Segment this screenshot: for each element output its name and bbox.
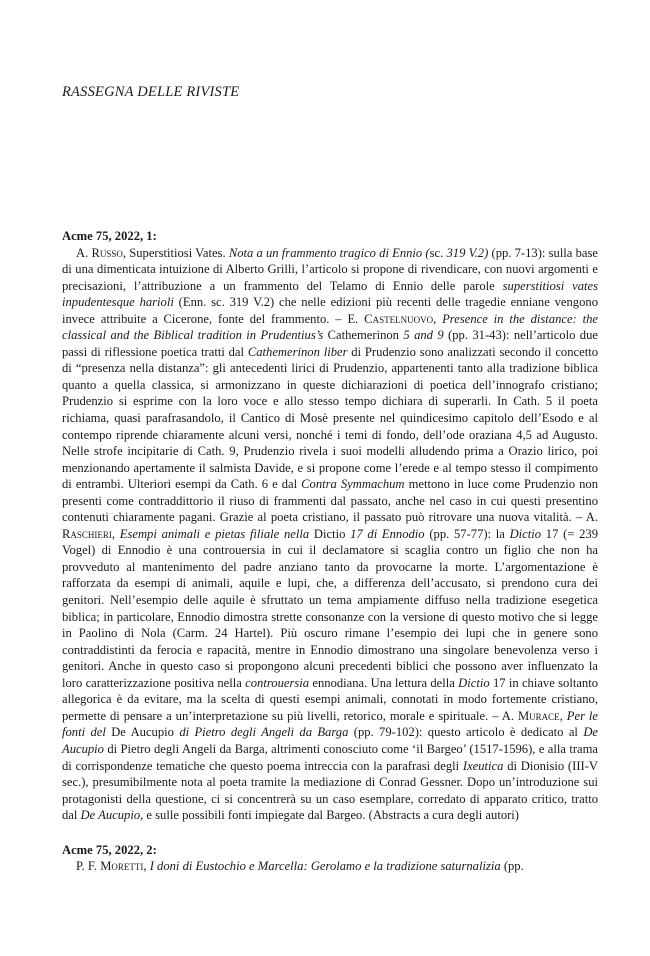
- section-paragraph: [62, 245, 598, 824]
- italic-text: Ixeutica: [462, 758, 504, 773]
- author-name: Moretti: [100, 859, 144, 874]
- text-run: 17 (= 239 Vogel) di Ennodio è una controuersia in cui il declamatore si scaglia contro un figlio che non ha provveduto al mantenimento del padre anziano tanto da provocarne la morte. L’argomentazione è rafforzata da esempi di animali, aquile e lupi, che, a differenza dell’accusato, si prendono cura dei genitori. Nell’esempio delle aquile è sfruttato un tema ampiamente diffuso nella tradizione esegetica biblica; in particolare, Ennodio dimostra strette consonanze con la versione di questo motivo che si legge in Paolino di Nola (Carm. 24 Hartel). Più oscuro rimane l’esempio dei lupi che in genere sono contraddistinti da ferocia e rapacità, mentre in Ennodio dimostrano una singolare benevolenza verso i genitori. Anche in questo caso si propongono alcuni precedenti biblici che possono aver influenzato la loro caratterizzazione positiva nella: [62, 526, 598, 690]
- italic-text: superstitiosi vates inpudentesque harioli: [62, 278, 598, 310]
- text-run: ennodiana. Una lettura della: [309, 675, 459, 690]
- text-run: A.: [76, 245, 92, 260]
- italic-text: Esempi animali e pietas filiale nella: [119, 526, 310, 541]
- italic-text: Dictio: [509, 526, 542, 541]
- author-name: Murace: [517, 708, 560, 723]
- italic-text: Dictio: [458, 675, 490, 690]
- italic-text: Per le fonti del: [62, 708, 598, 740]
- article-body: [62, 228, 598, 875]
- italic-text: Cathemerinon liber: [247, 344, 348, 359]
- author-name: Castelnuovo: [364, 311, 434, 326]
- italic-text: controuersia: [245, 675, 310, 690]
- text-run: di Dionisio (III-V sec.), presumibilmente nota al poeta tramite la mediazione di Conrad Gessner. Dopo un’introduzione sui protagonisti della questione, ci si concentrerà su un caso esemplare, corredato di apparato critico, tratto dal: [62, 758, 598, 823]
- text-run: ,: [433, 311, 443, 326]
- text-run: sc.: [429, 245, 447, 260]
- text-run: (Enn. sc. 319 V.2) che nelle edizioni più recenti delle tragedie enniane vengono invece attribuite a Cicerone, fonte del frammento. – E.: [62, 295, 598, 326]
- section-paragraph: [62, 858, 598, 875]
- text-run: ,: [143, 859, 150, 874]
- italic-text: I doni di Eustochio e Marcella: Gerolamo e la tradizione saturnalizia: [149, 859, 501, 874]
- italic-text: Presence in the distance: the classical and the Biblical tradition in Prudentius’s: [62, 311, 599, 343]
- text-run: , e sulle possibili fonti impiegate dal Bargeo. (Abstracts a cura degli autori): [140, 808, 520, 823]
- italic-text: di Pietro degli Angeli da Barga: [179, 725, 349, 740]
- italic-text: De Aucupio: [62, 725, 598, 756]
- text-run: di Prudenzio sono analizzati secondo il concetto di “presenza nella distanza”: gli antecedenti lirici di Prudenzio, appartenenti tanto alla tradizione biblica quanto a quella classica, si armonizzano in queste dichiarazioni di poetica dell’innografo cristiano; Prudenzio si esprime con la loro voce e allo stesso tempo dichiara di superarli. In Cath. 5 il poeta richiama, quasi parafrasandolo, il Cantico di Mosè presente nel quindicesimo capitolo dell’Esodo e al contempo riprende chiaramente alcuni versi, nonché i temi di fondo, dell’ode oraziana 4,5 ad Augusto. Nelle strofe incipitarie di Cath. 9, Prudenzio rivela i suoi modelli alludendo prima a Orazio lirico, poi menzionando apertamente il salmista Davide, e si propone come l’erede e al tempo stesso il compimento di entrambi. Ulteriori esempi da Cath. 6 e dal: [62, 344, 598, 492]
- text-run: Cathemerinon: [323, 328, 404, 343]
- text-run: (pp. 57-77): la: [424, 526, 510, 541]
- text-run: (pp.: [500, 859, 524, 874]
- author-name: Russo: [91, 245, 123, 260]
- italic-text: De Aucupio: [80, 808, 141, 823]
- text-run: P. F.: [76, 859, 101, 874]
- italic-text: 17 di Ennodio: [350, 526, 425, 541]
- italic-text: Contra Symmachum: [301, 477, 405, 492]
- text-run: (pp. 31-43): nell’articolo due passi di riflessione poetica tratti dal: [62, 328, 598, 359]
- text-run: (pp. 79-102): questo articolo è dedicato al: [348, 725, 584, 740]
- italic-text: 319 V.2): [446, 245, 489, 260]
- text-run: ,: [111, 526, 120, 541]
- italic-text: 5 and 9: [403, 328, 444, 343]
- section-heading: Acme 75, 2022, 1:: [62, 229, 157, 243]
- section-heading: Acme 75, 2022, 2:: [62, 842, 157, 857]
- running-header: RASSEGNA DELLE RIVISTE: [62, 84, 240, 100]
- author-name: Raschieri: [62, 526, 112, 541]
- text-run: mettono in luce come Prudenzio non presenti come contraddittorio il riuso di frammenti dal passato, anche nel caso in cui questi presentino contenuti chiaramente pagani. Grazie al poeta cristiano, il passato può ritrovare una nuova vitalità. – A.: [62, 477, 599, 525]
- text-run: (pp. 7-13): sulla base di una dimenticata intuizione di Alberto Grilli, l’articolo si propone di rivendicare, con nuovi argomenti e precisazioni, l’attribuzione a un frammento del Telamo di Ennio delle parole: [62, 245, 598, 293]
- text-run: De Aucupio: [105, 725, 180, 740]
- text-run: Dictio: [309, 526, 351, 541]
- text-run: di Pietro degli Angeli da Barga, altrimenti conosciuto come ‘il Bargeo’ (1517-1596), e alla trama di corrispondenze tematiche che questo poema intreccia con la parafrasi degli: [62, 741, 598, 773]
- text-run: , Superstitiosi Vates.: [122, 245, 229, 260]
- section-acme-2: [62, 842, 598, 875]
- section-acme-1: [62, 228, 598, 824]
- text-run: ,: [559, 708, 567, 723]
- text-run: 17 in chiave soltanto allegorica è da evitare, ma la scelta di questi esempi animali, connotati in modo fortemente cristiano, permette di pensare a un’interpretazione su più livelli, retorico, morale e spirituale. – A.: [62, 675, 599, 723]
- italic-text: Nota a un frammento tragico di Ennio (: [228, 245, 430, 260]
